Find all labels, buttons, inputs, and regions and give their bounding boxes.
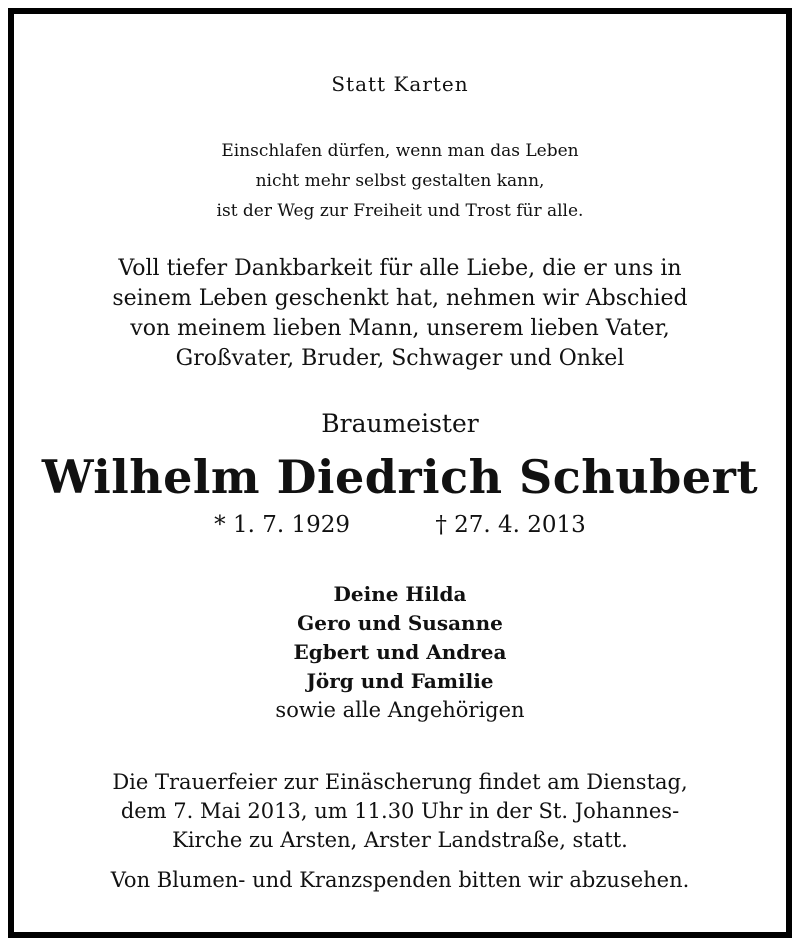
gratitude-text (14, 254, 786, 374)
deceased-name: Wilhelm Diedrich Schubert (41, 450, 759, 504)
gratitude-line: Großvater, Bruder, Schwager und Onkel (175, 346, 625, 371)
obituary-notice (8, 8, 792, 938)
memorial-poem (14, 136, 786, 226)
gratitude-line: von meinem lieben Mann, unserem lieben Vater, (130, 316, 670, 341)
mourners-list (14, 580, 786, 725)
poem-line: ist der Weg zur Freiheit und Trost für alle. (216, 201, 584, 221)
gratitude-line: seinem Leben geschenkt hat, nehmen wir Abschied (112, 286, 688, 311)
mourner-name: Egbert und Andrea (293, 640, 507, 664)
poem-line: nicht mehr selbst gestalten kann, (255, 171, 545, 191)
poem-line: Einschlafen dürfen, wenn man das Leben (221, 141, 579, 161)
flowers-note: Von Blumen- und Kranzspenden bitten wir abzusehen. (110, 868, 690, 892)
service-line: Kirche zu Arsten, Arster Landstraße, statt. (172, 828, 628, 852)
death-date: † 27. 4. 2013 (435, 512, 586, 538)
mourner-name: Gero und Susanne (297, 611, 503, 635)
funeral-service-info (14, 768, 786, 855)
deceased-title: Braumeister (321, 409, 479, 438)
service-line: Die Trauerfeier zur Einäscherung findet am Dienstag, (112, 770, 688, 794)
birth-date: * 1. 7. 1929 (214, 512, 351, 538)
mourner-name: Deine Hilda (333, 582, 467, 606)
other-relatives: sowie alle Angehörigen (275, 698, 525, 722)
statt-karten-heading: Statt Karten (331, 72, 469, 96)
service-line: dem 7. Mai 2013, um 11.30 Uhr in der St. Johannes- (120, 799, 680, 823)
mourner-name: Jörg und Familie (306, 669, 494, 693)
life-dates (14, 512, 786, 538)
gratitude-line: Voll tiefer Dankbarkeit für alle Liebe, die er uns in (118, 256, 682, 281)
